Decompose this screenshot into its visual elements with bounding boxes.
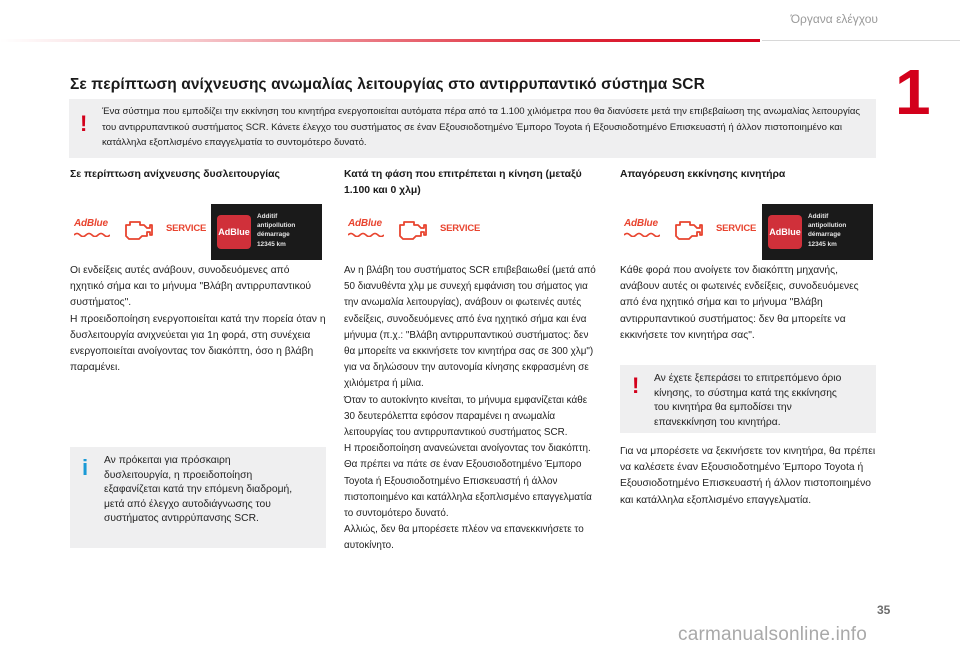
adblue-wave-icon	[624, 232, 660, 237]
display-message: Additif antipollution démarrage 12345 km	[808, 213, 847, 248]
display-message: Additif antipollution démarrage 12345 km	[257, 213, 296, 248]
display-adblue-badge: AdBlue	[768, 215, 802, 249]
col3-body: Κάθε φορά που ανοίγετε τον διακόπτη μηχανής, ανάβουν αυτές οι φωτεινές ενδείξεις, συνοδευόμενες από ένα ηχητικό σήμα και το μήνυμα "Βλάβη αντιρρυπαντικού συστήματος: δεν θα μπορείτε να εκκινήσετε τον κινητήρα σας".	[620, 265, 859, 341]
instrument-display-3	[762, 204, 873, 260]
col2-heading: Κατά τη φάση που επιτρέπεται η κίνηση (μεταξύ 1.100 και 0 χλμ)	[344, 169, 582, 196]
header-divider	[762, 40, 960, 41]
page-title: Σε περίπτωση ανίχνευσης ανωμαλίας λειτουργίας στο αντιρρυπαντικό σύστημα SCR	[70, 76, 705, 93]
indicator-group-1	[70, 204, 210, 262]
service-icon: SERVICE	[440, 223, 481, 234]
service-icon: SERVICE	[166, 223, 207, 234]
display-adblue-badge: AdBlue	[217, 215, 251, 249]
indicator-group-3	[620, 204, 760, 262]
section-title: Όργανα ελέγχου	[790, 12, 878, 26]
engine-warning-icon	[122, 217, 156, 241]
warning-note-text: Αν έχετε ξεπεράσει το επιτρεπόμενο όριο κίνησης, το σύστημα κατά της εκκίνησης του κινητήρα θα εμποδίσει την επανεκκίνηση του κινητήρα.	[654, 373, 842, 428]
warning-text: Ένα σύστημα που εμποδίζει την εκκίνηση του κινητήρα ενεργοποιείται αυτόματα πέρα από τα 1.100 χιλιόμετρα που θα διανύσετε μετά την επιβεβαίωση της ανωμαλίας λειτουργίας του αντιρρυπαντικού συστήματος SCR. Κάνετε έλεγχο του συστήματος σε έναν Εξουσιοδοτημένο Έμπορο Toyota ή Εξουσιοδοτημένο Επισκευαστή ή άλλον πιστοποιημένο και κατάλληλα εξοπλισμένο επαγγελματία το συντομότερο δυνατό.	[102, 106, 861, 148]
adblue-icon: AdBlue	[624, 218, 658, 229]
engine-warning-icon	[396, 217, 430, 241]
engine-warning-icon	[672, 217, 706, 241]
indicator-group-2	[344, 204, 504, 262]
col3-footer: Για να μπορέσετε να ξεκινήσετε τον κινητήρα, θα πρέπει να καλέσετε έναν Εξουσιοδοτημένο Έμπορο Toyota ή Εξουσιοδοτημένο Επισκευαστή ή άλλον πιστοποιημένο και κατάλληλα εξοπλισμένο επαγγελματία.	[620, 446, 876, 506]
warning-note-box	[620, 365, 876, 433]
col1-body: Οι ενδείξεις αυτές ανάβουν, συνοδευόμενες από ηχητικό σήμα και το μήνυμα "Βλάβη αντιρρυπαντικού συστήματος". Η προειδοποίηση ενεργοποιείται κατά την πορεία όταν η δυσλειτουργία ανιχνεύεται για 1η φορά, στη συνέχεια ενεργοποιείται ανοίγοντας τον διακόπτη, όσο η βλάβη παραμένει.	[70, 265, 326, 374]
header-accent-rule	[0, 39, 760, 42]
page-number: 35	[877, 603, 891, 617]
col1-heading: Σε περίπτωση ανίχνευσης δυσλειτουργίας	[70, 169, 280, 180]
warning-icon: !	[80, 111, 88, 136]
col2-body: Αν η βλάβη του συστήματος SCR επιβεβαιωθεί (μετά από 50 διανυθέντα χλμ με συνεχή εμφάνιση του σήματος για την ανωμαλία λειτουργίας), ανάβουν οι φωτεινές αυτές ενδείξεις, συνοδευόμενες από ένα ηχητικό σήμα και ένα μήνυμα (π.χ.: "Βλάβη αντιρρυπαντικού συστήματος: δεν θα μπορείτε να εκκινήσετε τον κινητήρα σας σε 300 χλμ") για να δηλώσουν την αυτονομία κίνησης εκφρασμένη σε χιλιόμετρα ή μίλια. Όταν το αυτοκίνητο κινείται, το μήνυμα εμφανίζεται κάθε 30 δευτερόλεπτα εφόσον παραμένει η ανωμαλία λειτουργίας του αντιρρυπαντικού συστήματος SCR. Η προειδοποίηση ανανεώνεται ανοίγοντας τον διακόπτη. Θα πρέπει να πάτε σε έναν Εξουσιοδοτημένο Έμπορο Toyota ή Εξουσιοδοτημένο Επισκευαστή ή άλλον πιστοποιημένο και κατάλληλα εξοπλισμένο επαγγελματία το συντομότερο δυνατό. Αλλιώς, δεν θα μπορέσετε πλέον να επανεκκινήσετε το αυτοκίνητο.	[344, 265, 596, 552]
info-icon: i	[82, 455, 89, 480]
adblue-icon: AdBlue	[348, 218, 382, 229]
chapter-number: 1	[895, 56, 931, 128]
info-note-text: Αν πρόκειται για πρόσκαιρη δυσλειτουργία, η προειδοποίηση εξαφανίζεται κατά την επόμενη διαδρομή, μετά από έλεγχο αυτοδιάγνωσης του συστήματος αντιρρύπανσης SCR.	[104, 455, 293, 524]
col3-heading: Απαγόρευση εκκίνησης κινητήρα	[620, 169, 786, 180]
service-icon: SERVICE	[716, 223, 757, 234]
warning-icon: !	[632, 373, 640, 398]
watermark: carmanualsonline.info	[678, 624, 868, 645]
adblue-icon: AdBlue	[74, 218, 108, 229]
warning-box	[69, 99, 876, 158]
instrument-display-1	[211, 204, 322, 260]
info-note-box	[70, 447, 326, 548]
adblue-wave-icon	[348, 232, 384, 237]
adblue-wave-icon	[74, 232, 110, 237]
